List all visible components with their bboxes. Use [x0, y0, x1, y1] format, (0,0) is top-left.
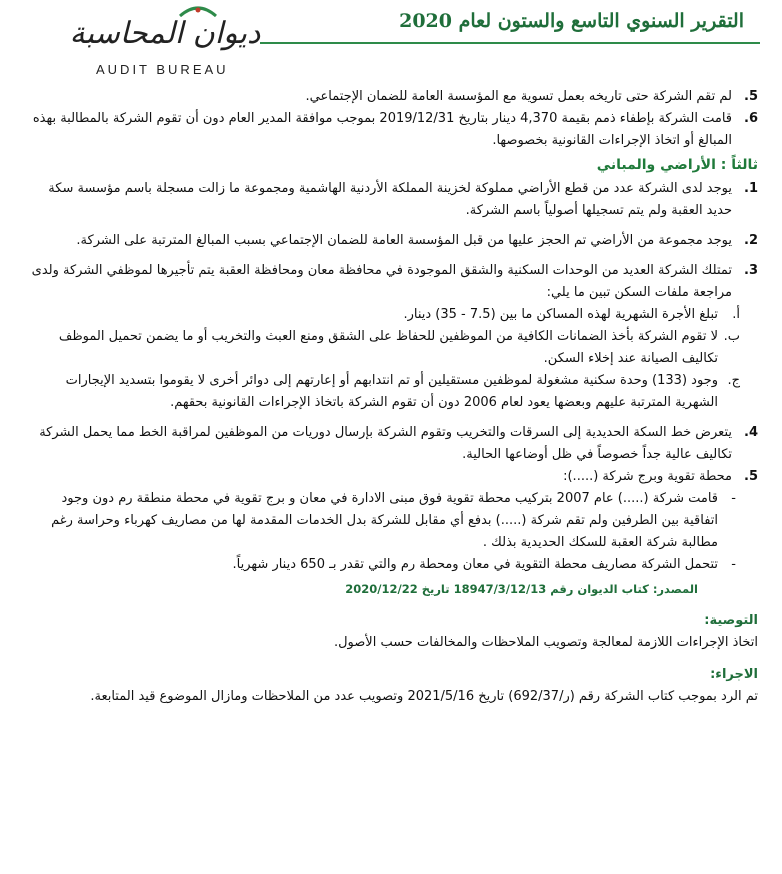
report-title: التقرير السنوي التاسع والستون لعام 2020 — [399, 10, 744, 32]
document-body — [24, 86, 758, 708]
item-text: يوجد لدى الشركة عدد من قطع الأراضي مملوكة لخزينة المملكة الأردنية الهاشمية ومجموعة ما زالت مسجلة باسم مؤسسة سكة حديد العقبة ولم يتم تسجيلها أصولياً باسم الشركة. — [48, 181, 732, 218]
sub-item-letter: ب. — [723, 329, 740, 344]
item-number: 6. — [744, 111, 758, 126]
list-item — [24, 260, 758, 304]
list-item — [24, 230, 758, 252]
item-number: 3. — [744, 263, 758, 278]
list-item — [24, 108, 758, 152]
item-text: يتعرض خط السكة الحديدية إلى السرقات والتخريب وتقوم الشركة بإرسال دوريات من الموظفين لمراقبة الخط مما يحمل الشركة تكاليف عالية جداً خصوصاً في ظل أوضاعها الحالية. — [39, 425, 732, 462]
logo-english-text: AUDIT BUREAU — [96, 62, 229, 77]
list-item — [24, 178, 758, 222]
item-number: 5. — [744, 469, 758, 484]
item-text: محطة تقوية وبرج شركة (.....): — [563, 469, 732, 484]
recommendation-text: اتخاذ الإجراءات اللازمة لمعالجة وتصويب الملاحظات والمخالفات حسب الأصول. — [333, 635, 758, 650]
sub-item-letter: ج. — [727, 373, 740, 388]
item-number: 5. — [744, 89, 758, 104]
item-text: قامت الشركة بإطفاء ذمم بقيمة 4,370 دينار بتاريخ 2019/12/31 بموجب موافقة المدير العام دون أن تقوم الشركة بالمطالبة بهذه المبالغ أو اتخاذ الإجراءات القانونية بخصوصها. — [32, 111, 732, 148]
action-label: الاجراء: — [710, 667, 758, 682]
sub-item — [24, 304, 758, 326]
item-number: 1. — [744, 181, 758, 196]
item-text: تمتلك الشركة العديد من الوحدات السكنية والشقق الموجودة في محافظة معان ومحافظة العقبة يتم تأجيرها لموظفي الشركة ولدى مراجعة ملفات السكن تبين ما يلي: — [31, 263, 732, 300]
sub-item-text: تبلغ الأجرة الشهرية لهذه المساكن ما بين (7.5 - 35) دينار. — [403, 307, 718, 322]
item-text: لم تقم الشركة حتى تاريخه بعمل تسوية مع المؤسسة العامة للضمان الإجتماعي. — [305, 89, 732, 104]
list-item — [24, 466, 758, 488]
audit-bureau-logo — [60, 2, 270, 80]
sub-item-letter: أ. — [732, 307, 740, 322]
list-item — [24, 422, 758, 466]
item-number: 4. — [744, 425, 758, 440]
item-number: 2. — [744, 233, 758, 248]
source-reference: المصدر: كتاب الديوان رقم 18947/3/12/13 تاريخ 2020/12/22 — [345, 582, 698, 596]
sub-item — [24, 370, 758, 414]
sub-item-text: لا تقوم الشركة بأخذ الضمانات الكافية من الموظفين للحفاظ على الشقق ومنع العبث والتخريب أو ما يضمن تحميل الموظف تكاليف الصيانة عند إخلاء السكن. — [58, 329, 718, 366]
sub-item — [24, 326, 758, 370]
bullet-text: تتحمل الشركة مصاريف محطة التقوية في معان ومحطة رم والتي تقدر بـ 650 دينار شهرياً. — [232, 557, 718, 572]
logo-arabic-text: ديوان المحاسبة — [69, 16, 261, 51]
action-text: تم الرد بموجب كتاب الشركة رقم (ر/692/37) تاريخ 2021/5/16 وتصويب عدد من الملاحظات ومازال الموضوع قيد المتابعة. — [90, 689, 758, 704]
item-text: يوجد مجموعة من الأراضي تم الحجز عليها من قبل المؤسسة العامة للضمان الإجتماعي بسبب المبالغ المترتبة على الشركة. — [76, 233, 732, 248]
section-title: ثالثاً : الأراضي والمباني — [596, 157, 758, 173]
bullet-dash: - — [731, 557, 736, 572]
bullet-dash: - — [731, 491, 736, 506]
page-header — [0, 0, 782, 92]
bullet-item — [24, 488, 758, 554]
list-item — [24, 86, 758, 108]
sub-item-text: وجود (133) وحدة سكنية مشغولة لموظفين مستقيلين أو تم انتدابهم أو إعارتهم إلى دوائر أخرى لا يقوموا بتسديد الإيجارات الشهرية المترتبة عليهم وبعضها يعود لعام 2006 دون أن تقوم الشركة باتخاذ الإجراءات القانونية بحقهم. — [65, 373, 718, 410]
header-divider — [260, 42, 760, 44]
recommendation-label: التوصية: — [704, 613, 758, 628]
bullet-item — [24, 554, 758, 576]
bullet-text: قامت شركة (.....) عام 2007 بتركيب محطة تقوية فوق مبنى الادارة في معان و برج تقوية في محطة منطقة رم دون وجود اتفاقية بين الطرفين ولم تقم شركة (.....) بدفع أي مقابل للشركة بدل الخدمات المقدمة لها من مصاريف كهرباء وحراسة رغم مطالبة شركة العقبة للسكك الحديدية بذلك . — [51, 491, 718, 550]
